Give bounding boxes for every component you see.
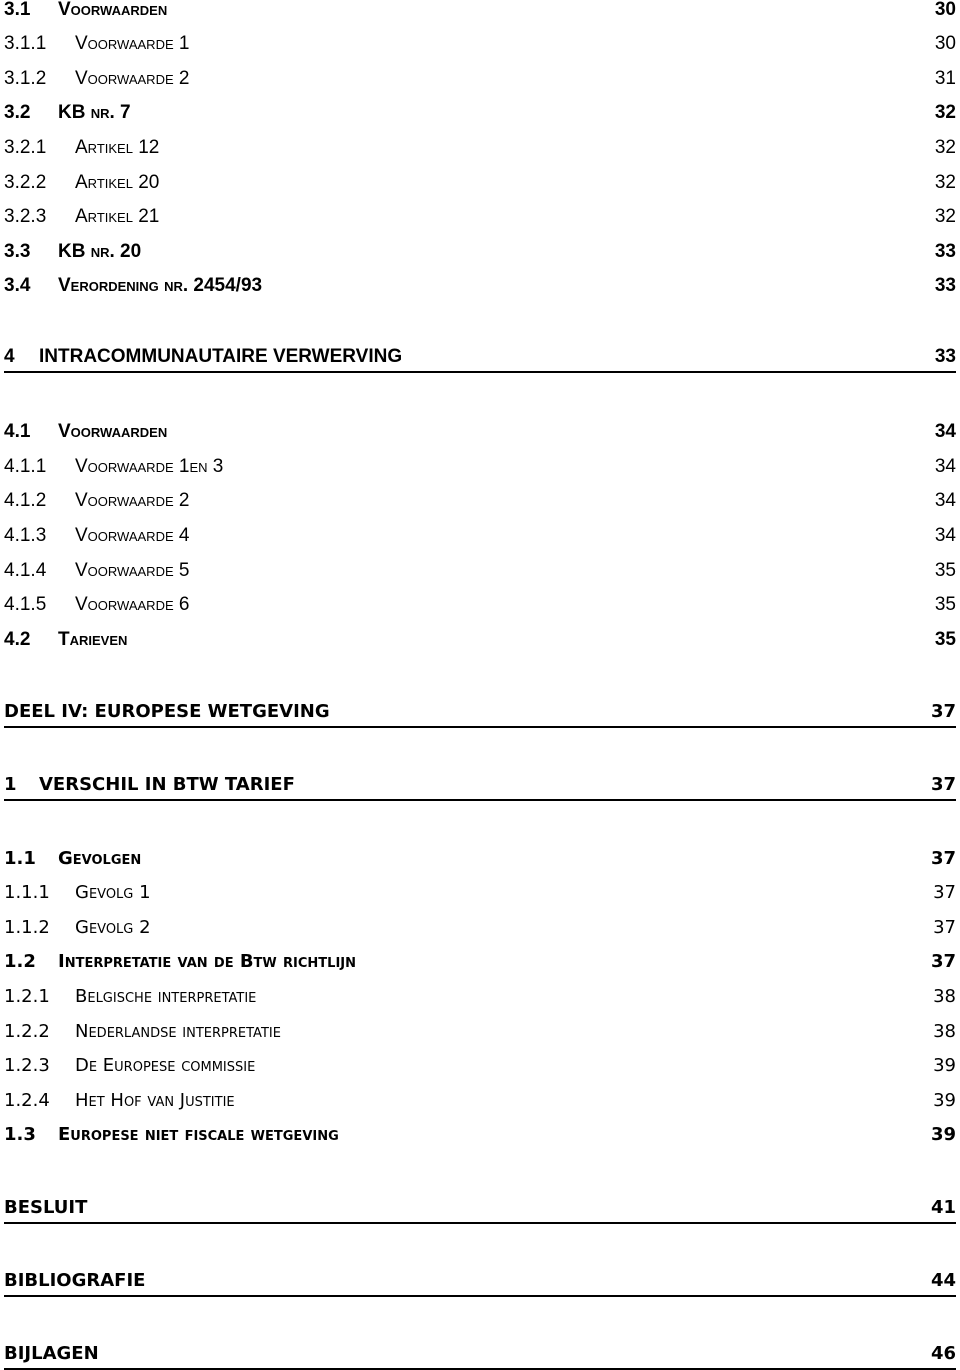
toc-entry[interactable] — [4, 99, 956, 127]
toc-entry[interactable] — [4, 134, 956, 162]
toc-entry[interactable] — [4, 1018, 956, 1046]
toc-entry[interactable] — [4, 591, 956, 619]
toc-entry-page: 39 — [933, 1055, 956, 1076]
toc-entry-page: 35 — [934, 629, 956, 650]
toc-entry-page: 34 — [934, 490, 956, 511]
toc-entry[interactable] — [4, 272, 956, 300]
toc-entry-page: 30 — [934, 33, 956, 54]
toc-entry-page: 32 — [934, 206, 956, 227]
toc-entry-page: 34 — [934, 456, 956, 477]
toc-chapter-entry[interactable] — [4, 771, 956, 801]
toc-entry[interactable] — [4, 557, 956, 585]
toc-entry-number: 1.3 — [4, 1124, 36, 1145]
toc-entry-number: 1.1 — [4, 848, 36, 869]
toc-entry[interactable] — [4, 487, 956, 515]
toc-entry-page: 33 — [934, 346, 956, 367]
toc-entry-page: 37 — [930, 951, 956, 972]
toc-entry[interactable] — [4, 1121, 956, 1149]
toc-entry-page: 37 — [933, 917, 956, 938]
toc-entry-title: BIBLIOGRAFIE — [4, 1270, 146, 1291]
toc-entry[interactable] — [4, 983, 956, 1011]
toc-entry-page: 39 — [933, 1090, 956, 1111]
toc-entry-title: INTRACOMMUNAUTAIRE VERWERVING — [39, 346, 403, 367]
toc-entry-page: 41 — [930, 1197, 956, 1218]
toc-entry-number: 3.1.2 — [4, 68, 47, 89]
toc-entry-number: 4.2 — [4, 629, 31, 650]
toc-entry-title: Voorwaarden — [58, 421, 168, 442]
toc-entry[interactable] — [4, 30, 956, 58]
toc-entry[interactable] — [4, 65, 956, 93]
toc-entry-number: 1.2.1 — [4, 986, 50, 1007]
toc-entry-title: Voorwaarde 5 — [75, 560, 190, 581]
toc-entry[interactable] — [4, 1052, 956, 1080]
toc-entry[interactable] — [4, 879, 956, 907]
toc-entry-title: BESLUIT — [4, 1197, 88, 1218]
toc-entry-title: DEEL IV: EUROPESE WETGEVING — [4, 701, 330, 722]
toc-entry-page: 38 — [933, 986, 956, 1007]
toc-entry-number: 4.1 — [4, 421, 31, 442]
toc-part-entry[interactable] — [4, 698, 956, 728]
toc-entry-title: KB nr. 7 — [58, 102, 131, 123]
toc-entry-title: Interpretatie van de Btw richtlijn — [58, 951, 357, 972]
toc-entry-number: 4.1.5 — [4, 594, 47, 615]
toc-entry[interactable] — [4, 1087, 956, 1115]
toc-entry-page: 46 — [930, 1343, 956, 1364]
toc-entry-number: 4.1.2 — [4, 490, 47, 511]
toc-entry-number: 3.4 — [4, 275, 31, 296]
toc-entry-title: Gevolg 1 — [75, 882, 151, 903]
toc-entry-title: VERSCHIL IN BTW TARIEF — [39, 774, 295, 795]
toc-entry-page: 37 — [933, 882, 956, 903]
toc-entry-number: 3.2.3 — [4, 206, 47, 227]
toc-entry-page: 34 — [934, 421, 956, 442]
toc-entry-title: Voorwaarde 1en 3 — [75, 456, 224, 477]
toc-entry-page: 35 — [934, 594, 956, 615]
toc-entry-page: 35 — [934, 560, 956, 581]
toc-entry-title: Voorwaarde 6 — [75, 594, 190, 615]
toc-entry-title: Voorwaarde 2 — [75, 490, 190, 511]
toc-entry[interactable] — [4, 0, 956, 24]
toc-entry-title: Europese niet fiscale wetgeving — [58, 1124, 339, 1145]
toc-entry-number: 1.1.2 — [4, 917, 50, 938]
toc-entry[interactable] — [4, 626, 956, 654]
toc-entry[interactable] — [4, 203, 956, 231]
toc-entry-title: BIJLAGEN — [4, 1343, 99, 1364]
toc-entry-page: 37 — [930, 848, 956, 869]
toc-entry-page: 31 — [934, 68, 956, 89]
toc-entry-number: 3.2 — [4, 102, 31, 123]
toc-entry-page: 32 — [934, 172, 956, 193]
toc-entry-title: Artikel 21 — [75, 206, 160, 227]
toc-entry-title: Artikel 12 — [75, 137, 160, 158]
toc-entry-page: 32 — [934, 102, 956, 123]
toc-entry-page: 39 — [930, 1124, 956, 1145]
toc-entry-page: 44 — [930, 1270, 956, 1291]
toc-entry-number: 3.2.2 — [4, 172, 47, 193]
toc-entry-title: Belgische interpretatie — [75, 986, 257, 1007]
toc-entry-title: KB nr. 20 — [58, 241, 142, 262]
toc-entry-title: Voorwaarde 4 — [75, 525, 190, 546]
toc-entry[interactable] — [4, 238, 956, 266]
toc-entry-page: 37 — [930, 774, 956, 795]
toc-entry[interactable] — [4, 948, 956, 976]
toc-entry-page: 34 — [934, 525, 956, 546]
toc-entry-title: De Europese commissie — [75, 1055, 256, 1076]
toc-entry-number: 1.1.1 — [4, 882, 50, 903]
toc-entry-number: 1 — [4, 774, 17, 795]
toc-entry[interactable] — [4, 169, 956, 197]
toc-entry-title: Gevolgen — [58, 848, 142, 869]
toc-entry-page: 37 — [930, 701, 956, 722]
toc-entry-page: 33 — [934, 275, 956, 296]
toc-entry-number: 1.2.2 — [4, 1021, 50, 1042]
toc-entry-number: 1.2.3 — [4, 1055, 50, 1076]
toc-entry[interactable] — [4, 522, 956, 550]
toc-entry-page: 32 — [934, 137, 956, 158]
toc-entry-number: 1.2 — [4, 951, 36, 972]
toc-entry[interactable] — [4, 453, 956, 481]
toc-entry-title: Voorwaarde 1 — [75, 33, 190, 54]
toc-entry-number: 4.1.4 — [4, 560, 47, 581]
toc-entry-number: 3.2.1 — [4, 137, 47, 158]
toc-entry[interactable] — [4, 418, 956, 446]
toc-chapter-entry[interactable] — [4, 343, 956, 373]
toc-entry-title: Het Hof van Justitie — [75, 1090, 235, 1111]
toc-entry-number: 3.1.1 — [4, 33, 47, 54]
toc-entry-number: 1.2.4 — [4, 1090, 50, 1111]
toc-entry-number: 3.1 — [4, 0, 31, 20]
toc-entry-title: Gevolg 2 — [75, 917, 151, 938]
toc-entry[interactable] — [4, 845, 956, 873]
toc-entry-title: Voorwaarden — [58, 0, 168, 20]
toc-part-entry[interactable] — [4, 1194, 956, 1224]
toc-part-entry[interactable] — [4, 1340, 956, 1370]
toc-entry-page: 38 — [933, 1021, 956, 1042]
toc-entry-title: Tarieven — [58, 629, 128, 650]
toc-entry-title: Voorwaarde 2 — [75, 68, 190, 89]
toc-entry-number: 4.1.3 — [4, 525, 47, 546]
toc-entry-page: 30 — [934, 0, 956, 20]
toc-entry-title: Verordening nr. 2454/93 — [58, 275, 263, 296]
toc-part-entry[interactable] — [4, 1267, 956, 1297]
toc-entry-title: Nederlandse interpretatie — [75, 1021, 281, 1042]
toc-entry-number: 4.1.1 — [4, 456, 47, 477]
toc-entry-title: Artikel 20 — [75, 172, 160, 193]
toc-entry-number: 3.3 — [4, 241, 31, 262]
toc-entry[interactable] — [4, 914, 956, 942]
toc-entry-page: 33 — [934, 241, 956, 262]
toc-entry-number: 4 — [4, 346, 15, 367]
